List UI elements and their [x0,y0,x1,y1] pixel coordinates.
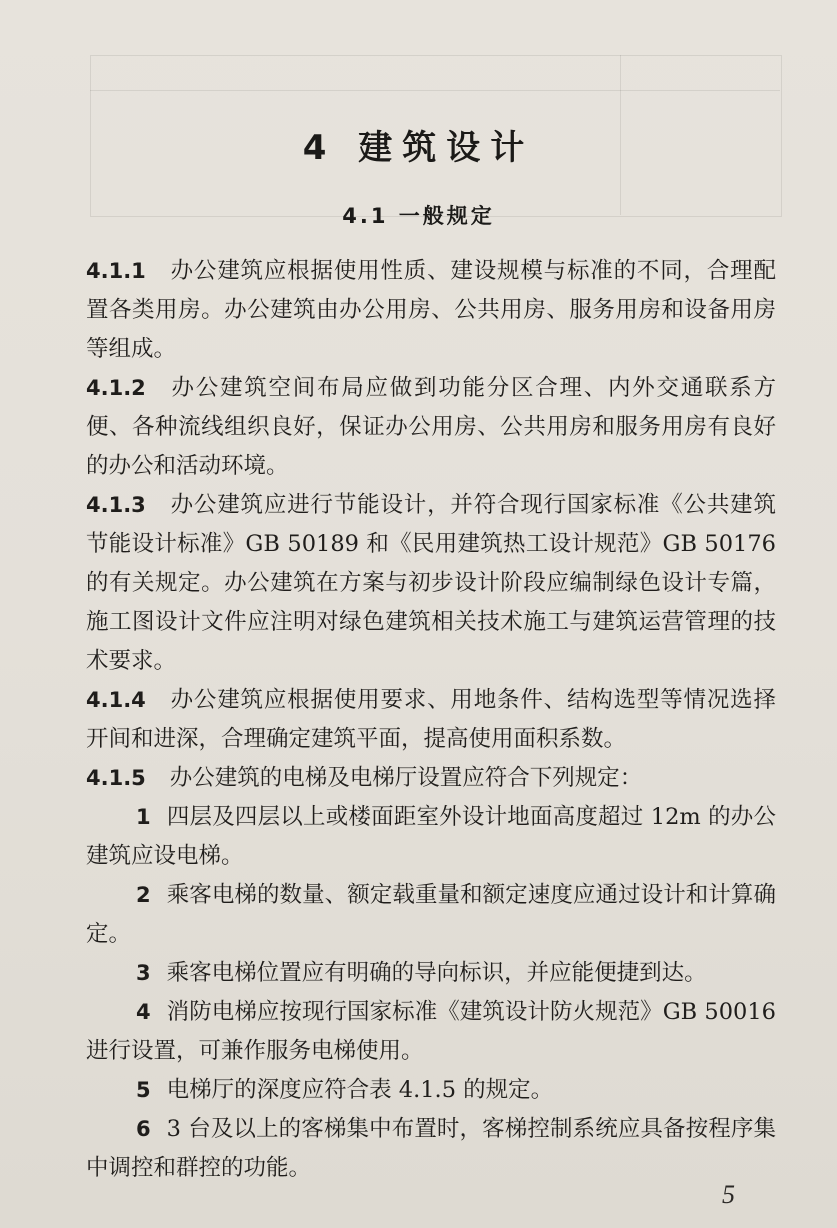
list-item [86,876,776,954]
clause-4-1-3 [86,486,776,681]
clause-4-1-1 [86,252,776,369]
item-number: 4 [136,1000,151,1024]
body-text [86,252,776,1188]
item-number: 5 [136,1078,151,1102]
list-item [86,1071,776,1110]
item-text: 乘客电梯位置应有明确的导向标识，并应能便捷到达。 [166,960,707,986]
clause-text: 办公建筑应进行节能设计，并符合现行国家标准《公共建筑节能设计标准》GB 50189 和《民用建筑热工设计规范》GB 50176 的有关规定。办公建筑在方案与初步设计阶段应编制绿色设计专篇，施工图设计文件应注明对绿色建筑相关技术施工与建筑运营管理的技术要求。 [86,492,776,674]
clause-4-1-2 [86,369,776,486]
clause-number: 4.1.2 [86,376,146,400]
item-text: 3 台及以上的客梯集中布置时，客梯控制系统应具备按程序集中调控和群控的功能。 [86,1116,776,1181]
item-text: 电梯厅的深度应符合表 4.1.5 的规定。 [166,1077,554,1103]
clause-text: 办公建筑应根据使用要求、用地条件、结构选型等情况选择开间和进深，合理确定建筑平面，提高使用面积系数。 [86,687,776,752]
clause-number: 4.1.1 [86,259,146,283]
clause-number: 4.1.4 [86,688,146,712]
item-text: 消防电梯应按现行国家标准《建筑设计防火规范》GB 50016 进行设置，可兼作服务电梯使用。 [86,999,776,1064]
clause-text: 办公建筑应根据使用性质、建设规模与标准的不同，合理配置各类用房。办公建筑由办公用房、公共用房、服务用房和设备用房等组成。 [86,258,776,362]
item-number: 2 [136,883,151,907]
item-number: 3 [136,961,151,985]
list-item [86,993,776,1071]
list-item [86,954,776,993]
item-text: 四层及四层以上或楼面距室外设计地面高度超过 12m 的办公建筑应设电梯。 [86,804,776,869]
list-item [86,798,776,876]
item-number: 1 [136,805,151,829]
list-item [86,1110,776,1188]
chapter-title: 4 建筑设计 [302,128,535,168]
item-number: 6 [136,1117,151,1141]
clause-number: 4.1.3 [86,493,146,517]
clause-4-1-5 [86,759,776,798]
clause-number: 4.1.5 [86,766,146,790]
page-number: 5 [722,1180,735,1209]
section-title: 4.1 一般规定 [342,204,495,228]
item-text: 乘客电梯的数量、额定载重量和额定速度应通过设计和计算确定。 [86,882,776,947]
bleed-through-table-rule [90,90,780,91]
clause-text: 办公建筑的电梯及电梯厅设置应符合下列规定： [169,765,643,791]
clause-4-1-4 [86,681,776,759]
clause-text: 办公建筑空间布局应做到功能分区合理、内外交通联系方便、各种流线组织良好，保证办公用房、公共用房和服务用房有良好的办公和活动环境。 [86,375,776,479]
